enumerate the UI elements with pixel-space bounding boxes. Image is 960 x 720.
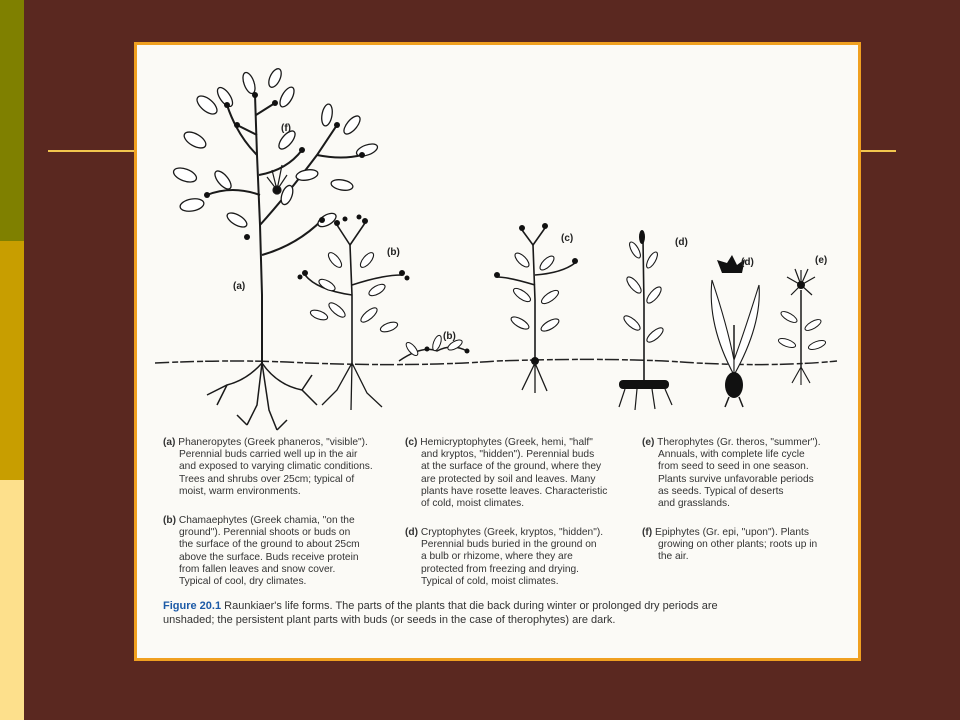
plant-e-therophyte [777, 269, 826, 385]
label-plant-c: (c) [561, 233, 574, 244]
plant-b-chamaephyte [298, 215, 410, 411]
label-plant-a: (a) [233, 281, 246, 292]
plant-illustration [137, 45, 858, 465]
plant-d-bulb [711, 255, 759, 407]
label-plant-e: (e) [815, 255, 828, 266]
accent-stripe-olive [0, 0, 24, 241]
divider-rule-left [48, 150, 138, 152]
label-plant-f: (f) [281, 123, 291, 134]
plant-b-creeping [399, 334, 470, 361]
figure-caption-line-2: unshaded; the persistent plant parts with buds (or seeds in the case of therophytes) are dark. [163, 613, 616, 626]
description-a: (a) Phaneropytes (Greek phaneros, "visible"). Perennial buds carried well up in the air and exposed to varying climatic conditions. Trees and shrubs over 25cm; typical of moist, warm environments. [163, 437, 373, 497]
description-b: (b) Chamaephytes (Greek chamia, "on the ground"). Perennial shoots or buds on the surface of the ground to about 25cm above the surface. Buds receive protein from fallen leaves and snow cover. Typical of cool, dry climates. [163, 515, 360, 588]
figure-frame [134, 42, 861, 661]
label-plant-d-bulb: (d) [741, 257, 754, 268]
plant-d-rhizome [619, 230, 672, 410]
label-plant-b-lower: (b) [443, 331, 456, 342]
plant-a-tree [172, 67, 379, 430]
label-plant-b-upper: (b) [387, 247, 400, 258]
divider-rule-right [856, 150, 896, 152]
plant-c-hemicryptophyte [494, 223, 578, 393]
description-c: (c) Hemicryptophytes (Greek, hemi, "half" and kryptos, "hidden"). Perennial buds at the surface of the ground, where they are protected by soil and leaves. Many plants have rosette leaves. Characteristic of cold, moist climates. [405, 437, 608, 510]
description-f: (f) Epiphytes (Gr. epi, "upon"). Plants growing on other plants; roots up in the air. [642, 527, 818, 563]
label-plant-d-rhizome: (d) [675, 237, 688, 248]
description-d: (d) Cryptophytes (Greek, kryptos, "hidden"). Perennial buds buried in the ground on a bulb or rhizome, where they are protected from freezing and drying. Typical of cold, moist climates. [405, 527, 604, 587]
figure-caption-line-1: Raunkiaer's life forms. The parts of the plants that die back during winter or prolonged dry periods are [224, 600, 718, 612]
accent-stripe-gold [0, 241, 24, 480]
figure-caption [163, 600, 813, 627]
accent-stripe-cream [0, 480, 24, 720]
figure-number: Figure 20.1 [163, 600, 222, 612]
description-e: (e) Therophytes (Gr. theros, "summer"). Annuals, with complete life cycle from seed to seed in one season. Plants survive unfavorable periods as seeds. Typical of deserts and grasslands. [642, 437, 821, 510]
